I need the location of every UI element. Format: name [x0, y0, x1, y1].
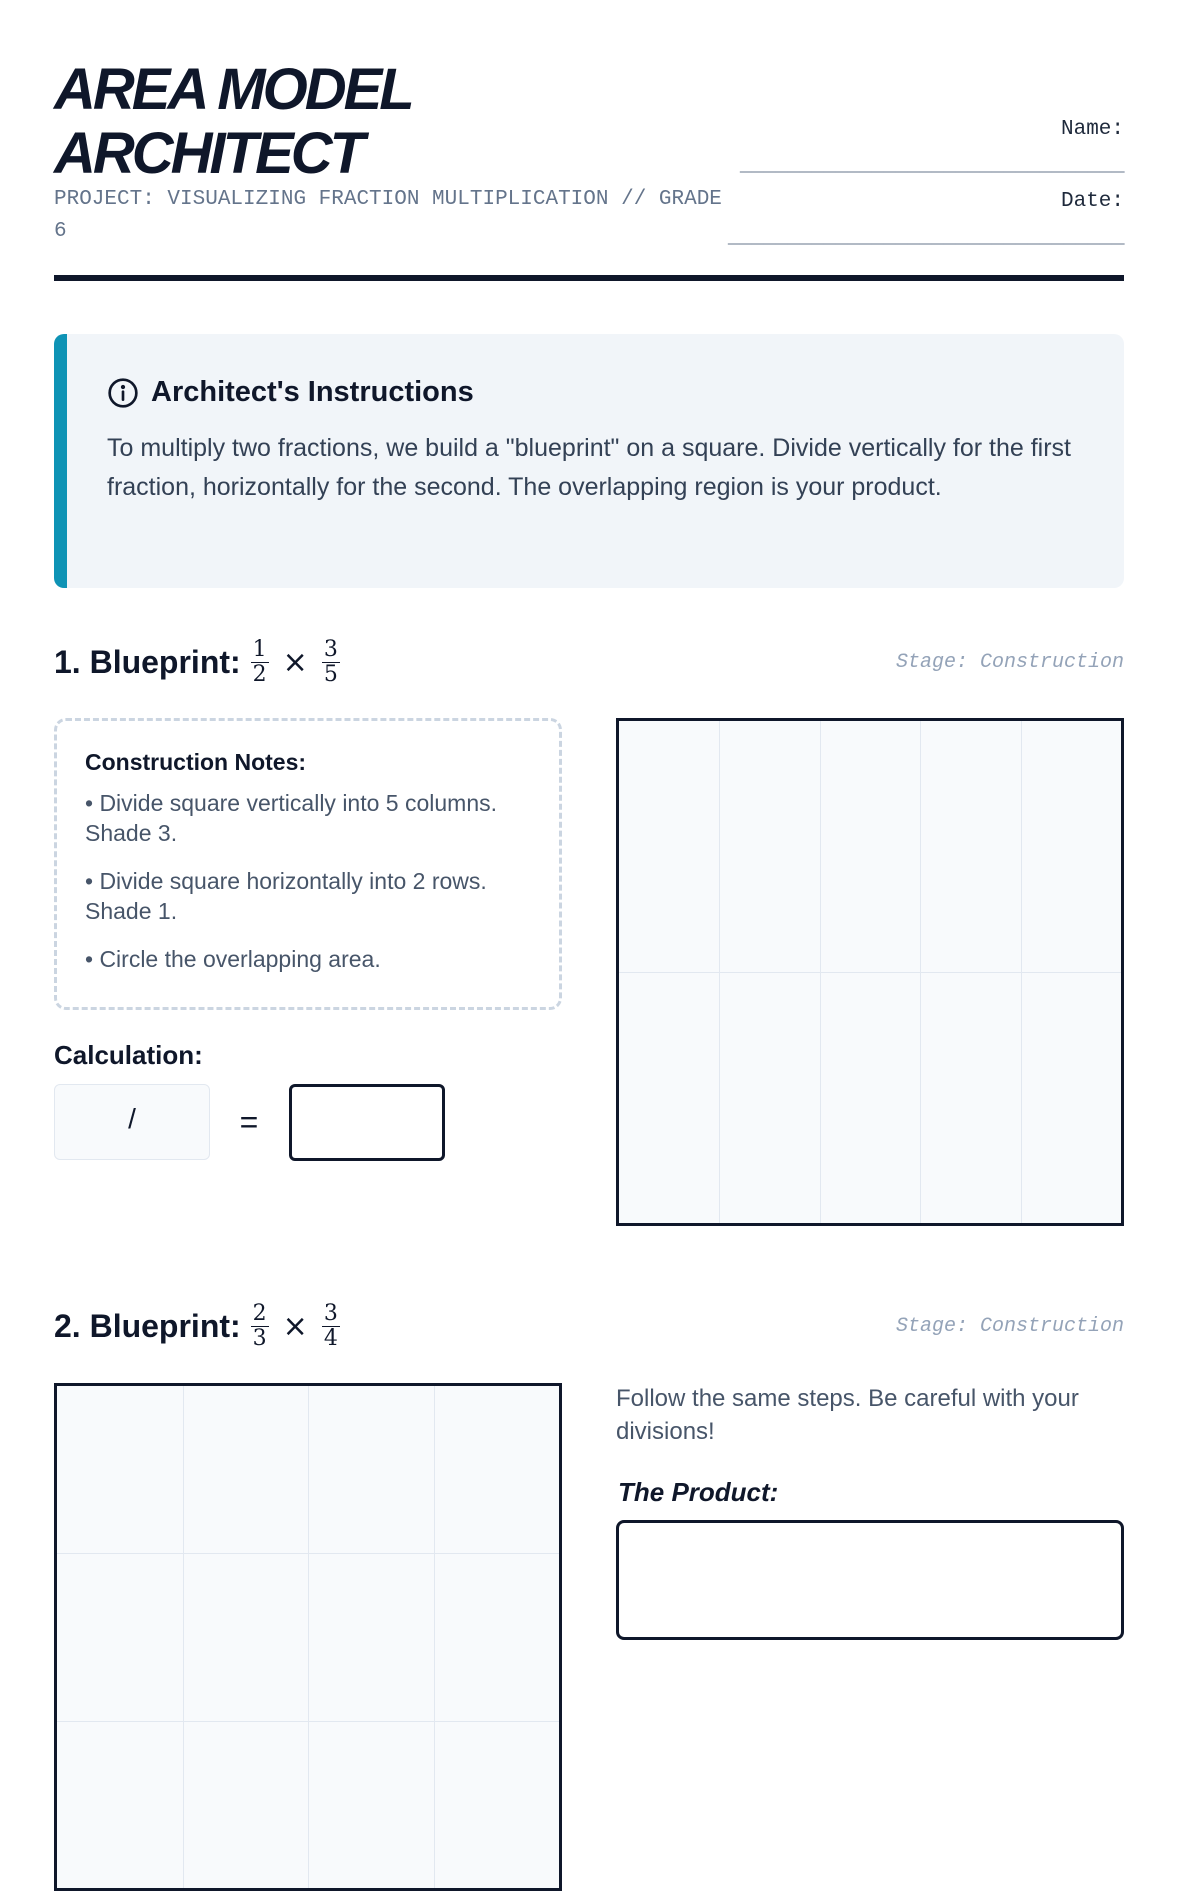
fraction-a: [251, 1302, 269, 1351]
stage-label: Stage: Construction: [895, 651, 1124, 674]
calculation-answer-input[interactable]: [289, 1084, 445, 1161]
grid-column-line: [434, 1386, 435, 1888]
worksheet: [54, 0, 1124, 1507]
date-field[interactable]: _________________________________: [727, 226, 1124, 249]
header: [54, 0, 1124, 285]
product-answer-input[interactable]: [616, 1520, 1124, 1640]
numerator: 3: [323, 637, 338, 662]
name-field[interactable]: ________________________________: [739, 154, 1124, 177]
project-subtitle: PROJECT: VISUALIZING FRACTION MULTIPLICATION // GRADE 6: [54, 188, 722, 243]
info-circle-icon: [107, 377, 139, 409]
name-label: Name:: [1060, 118, 1124, 141]
calculation-label: Calculation:: [54, 1040, 203, 1070]
problem-2-instructions: Follow the same steps. Be careful with your divisions!: [616, 1385, 1079, 1445]
fraction-b: [322, 638, 340, 687]
problem-2-header: [54, 1302, 1124, 1351]
grid-row-line: [57, 1721, 559, 1722]
numerator: 3: [323, 1301, 338, 1326]
times-operator: ×: [282, 645, 308, 680]
numerator: 1: [252, 637, 267, 662]
denominator: 5: [323, 662, 338, 687]
grid-row-line: [57, 1553, 559, 1554]
area-model-grid-2[interactable]: [54, 1383, 562, 1891]
grid-column-line: [308, 1386, 309, 1888]
page-title: [54, 58, 412, 186]
fraction-b: [322, 1302, 340, 1351]
numerator: 2: [252, 1301, 267, 1326]
fraction-a: [251, 638, 269, 687]
product-label: The Product:: [618, 1477, 779, 1507]
stage-label: Stage: Construction: [895, 1315, 1124, 1338]
denominator: 3: [252, 1326, 267, 1351]
equals-sign: =: [239, 1104, 259, 1140]
times-operator: ×: [282, 1309, 308, 1344]
grid-row-line: [619, 972, 1121, 973]
calculation-fraction-input[interactable]: /: [54, 1084, 210, 1160]
area-model-grid-1[interactable]: [616, 718, 1124, 1226]
grid-column-line: [183, 1386, 184, 1888]
note-item: • Circle the overlapping area.: [85, 946, 381, 972]
instructions-title: Architect's Instructions: [151, 376, 474, 408]
note-item: • Divide square vertically into 5 columns. Shade 3.: [85, 790, 498, 846]
notes-title: Construction Notes:: [85, 749, 307, 775]
construction-notes: [54, 718, 562, 1010]
student-info: [728, 112, 1124, 256]
problem-1-title: 1. Blueprint:: [54, 644, 241, 680]
title-line-2: ARCHITECT: [54, 121, 363, 186]
instructions-body: To multiply two fractions, we build a "blueprint" on a square. Divide vertically for the first fraction, horizontally for the second. The overlapping region is your product.: [107, 434, 1072, 501]
note-item: • Divide square horizontally into 2 rows. Shade 1.: [85, 868, 487, 924]
instructions-callout: [54, 334, 1124, 588]
denominator: 2: [252, 662, 267, 687]
problem-2-title: 2. Blueprint:: [54, 1308, 241, 1344]
denominator: 4: [323, 1326, 338, 1351]
header-divider: [54, 275, 1124, 281]
problem-1-header: [54, 638, 1124, 687]
date-label: Date:: [1060, 190, 1124, 213]
title-line-1: AREA MODEL: [54, 57, 412, 122]
